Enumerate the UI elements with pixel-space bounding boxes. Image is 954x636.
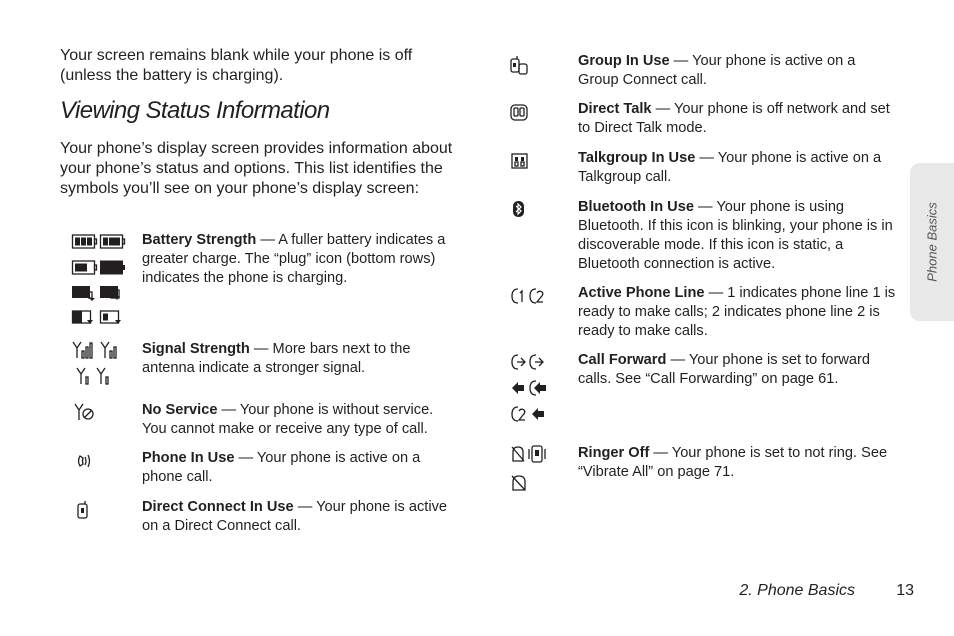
entry-no-service [142,401,460,439]
phone-line-icon [510,286,550,306]
entry-ringer-off [578,444,898,482]
entry-term: Direct Talk [578,101,652,117]
entry-desc: — 1 indicates phone line 1 is ready to make calls; 2 indicates phone line 2 is ready to make calls. [578,285,896,339]
entry-term: Bluetooth In Use [578,199,694,215]
entry-term: Call Forward [578,352,667,368]
direct-talk-icon [509,103,531,123]
entry-desc: — A fuller battery indicates a greater charge. The “plug” icon (bottom rows) indicates the phone is charging. [142,232,446,286]
entry-desc: — Your phone is active on a phone call. [142,450,421,485]
entry-term: Talkgroup In Use [578,150,696,166]
entry-desc: — Your phone is set to forward calls. See “Call Forwarding” on page 61. [578,352,871,387]
group-in-use-icon [509,55,531,77]
page-number: 13 [896,582,914,599]
talkgroup-icon [511,152,531,170]
phone-in-use-icon [74,451,96,471]
entry-desc: — Your phone is active on a Group Connect call. [578,53,856,88]
entry-desc: — Your phone is active on a Direct Connect call. [142,499,447,534]
entry-phone-line [578,284,898,341]
entry-phone-in-use [142,449,460,487]
bluetooth-icon [512,200,528,218]
footer-section-title: 2. Phone Basics [739,582,855,599]
entry-bluetooth [578,198,898,274]
intro-paragraph: Your screen remains blank while your phone is off (unless the battery is charging). [60,47,413,84]
entry-term: Ringer Off [578,445,650,461]
entry-talkgroup [578,149,898,187]
entry-signal-strength [142,340,460,378]
direct-connect-icon [76,500,92,520]
entry-desc: — Your phone is active on a Talkgroup call. [578,150,882,185]
entry-term: Active Phone Line [578,285,705,301]
entry-desc: — Your phone is off network and set to Direct Talk mode. [578,101,890,136]
entry-term: Group In Use [578,53,670,69]
entry-desc: — Your phone is set to not ring. See “Vibrate All” on page 71. [578,445,888,480]
entry-group-in-use [578,52,898,90]
body-paragraph: Your phone’s display screen provides information about your phone’s status and options. This list identifies the symbols you’ll see on your phone’s display screen: [60,140,453,197]
entry-call-forward [578,351,898,389]
entry-term: No Service [142,402,218,418]
chapter-tab [910,163,954,321]
signal-strength-icon [72,341,120,387]
entry-desc: — Your phone is without service. You cannot make or receive any type of call. [142,402,434,437]
entry-battery-strength [142,231,460,288]
ringer-off-icon [510,444,550,496]
entry-term: Signal Strength [142,341,250,357]
entry-term: Direct Connect In Use [142,499,294,515]
entry-direct-talk [578,100,898,138]
entry-term: Battery Strength [142,232,257,248]
chapter-tab-label: Phone Basics [924,202,940,282]
entry-desc: — Your phone is using Bluetooth. If this icon is blinking, your phone is in discoverable mode. If this icon is static, a Bluetooth connection is active. [578,199,893,272]
entry-term: Phone In Use [142,450,235,466]
entry-direct-connect [142,498,460,536]
no-service-icon [74,403,96,423]
entry-desc: — More bars next to the antenna indicate a stronger signal. [142,341,411,376]
section-heading: Viewing Status Information [60,97,330,124]
battery-strength-icon [72,233,128,328]
call-forward-icon [510,352,552,428]
